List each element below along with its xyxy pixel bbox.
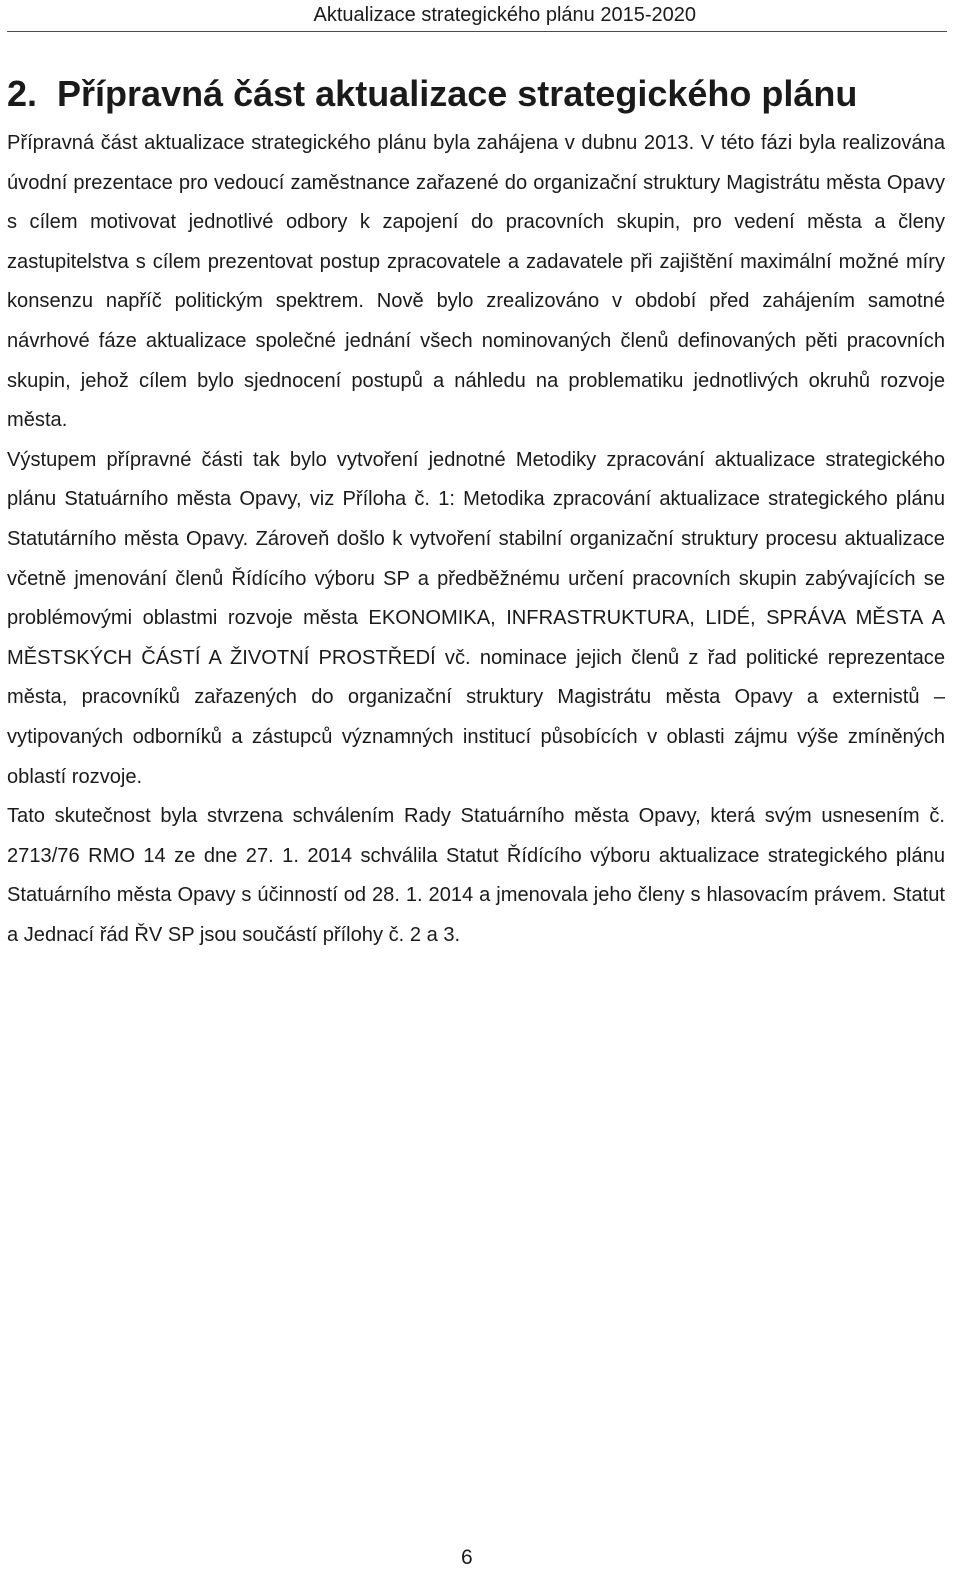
running-header: Aktualizace strategického plánu 2015-2020 [313, 4, 696, 26]
section-heading: 2. Přípravná část aktualizace strategického plánu [7, 73, 858, 114]
header-divider [7, 31, 947, 32]
body-text [7, 124, 945, 955]
page-number: 6 [461, 1546, 473, 1569]
paragraph: Tato skutečnost byla stvrzena schválením Rady Statuárního města Opavy, která svým usnesením č. 2713/76 RMO 14 ze dne 27. 1. 2014 schválila Statut Řídícího výboru aktualizace strategického plánu Statuárního města Opavy s účinností od 28. 1. 2014 a jmenovala jeho členy s hlasovacím právem. Statut a Jednací řád ŘV SP jsou součástí přílohy č. 2 a 3. [7, 805, 945, 946]
paragraph: Výstupem přípravné části tak bylo vytvoření jednotné Metodiky zpracování aktualizace strategického plánu Statuárního města Opavy, viz Příloha č. 1: Metodika zpracování aktualizace strategického plánu Statutárního města Opavy. Zároveň došlo k vytvoření stabilní organizační struktury procesu aktualizace včetně jmenování členů Řídícího výboru SP a předběžnému určení pracovních skupin zabývajících se problémovými oblastmi rozvoje města EKONOMIKA, INFRASTRUKTURA, LIDÉ, SPRÁVA MĚSTA A MĚSTSKÝCH ČÁSTÍ A ŽIVOTNÍ PROSTŘEDÍ vč. nominace jejich členů z řad politické reprezentace města, pracovníků zařazených do organizační struktury Magistrátu města Opavy a externistů – vytipovaných odborníků a zástupců významných institucí působících v oblasti zájmu výše zmíněných oblastí rozvoje. [7, 448, 945, 788]
paragraph: Přípravná část aktualizace strategického plánu byla zahájena v dubnu 2013. V této fázi byla realizována úvodní prezentace pro vedoucí zaměstnance zařazené do organizační struktury Magistrátu města Opavy s cílem motivovat jednotlivé odbory k zapojení do pracovních skupin, pro vedení města a členy zastupitelstva s cílem prezentovat postup zpracovatele a zadavatele při zajištění maximální možné míry konsenzu napříč politickým spektrem. Nově bylo zrealizováno v období před zahájením samotné návrhové fáze aktualizace společné jednání všech nominovaných členů definovaných pěti pracovních skupin, jehož cílem bylo sjednocení postupů a náhledu na problematiku jednotlivých okruhů rozvoje města. [7, 132, 945, 432]
